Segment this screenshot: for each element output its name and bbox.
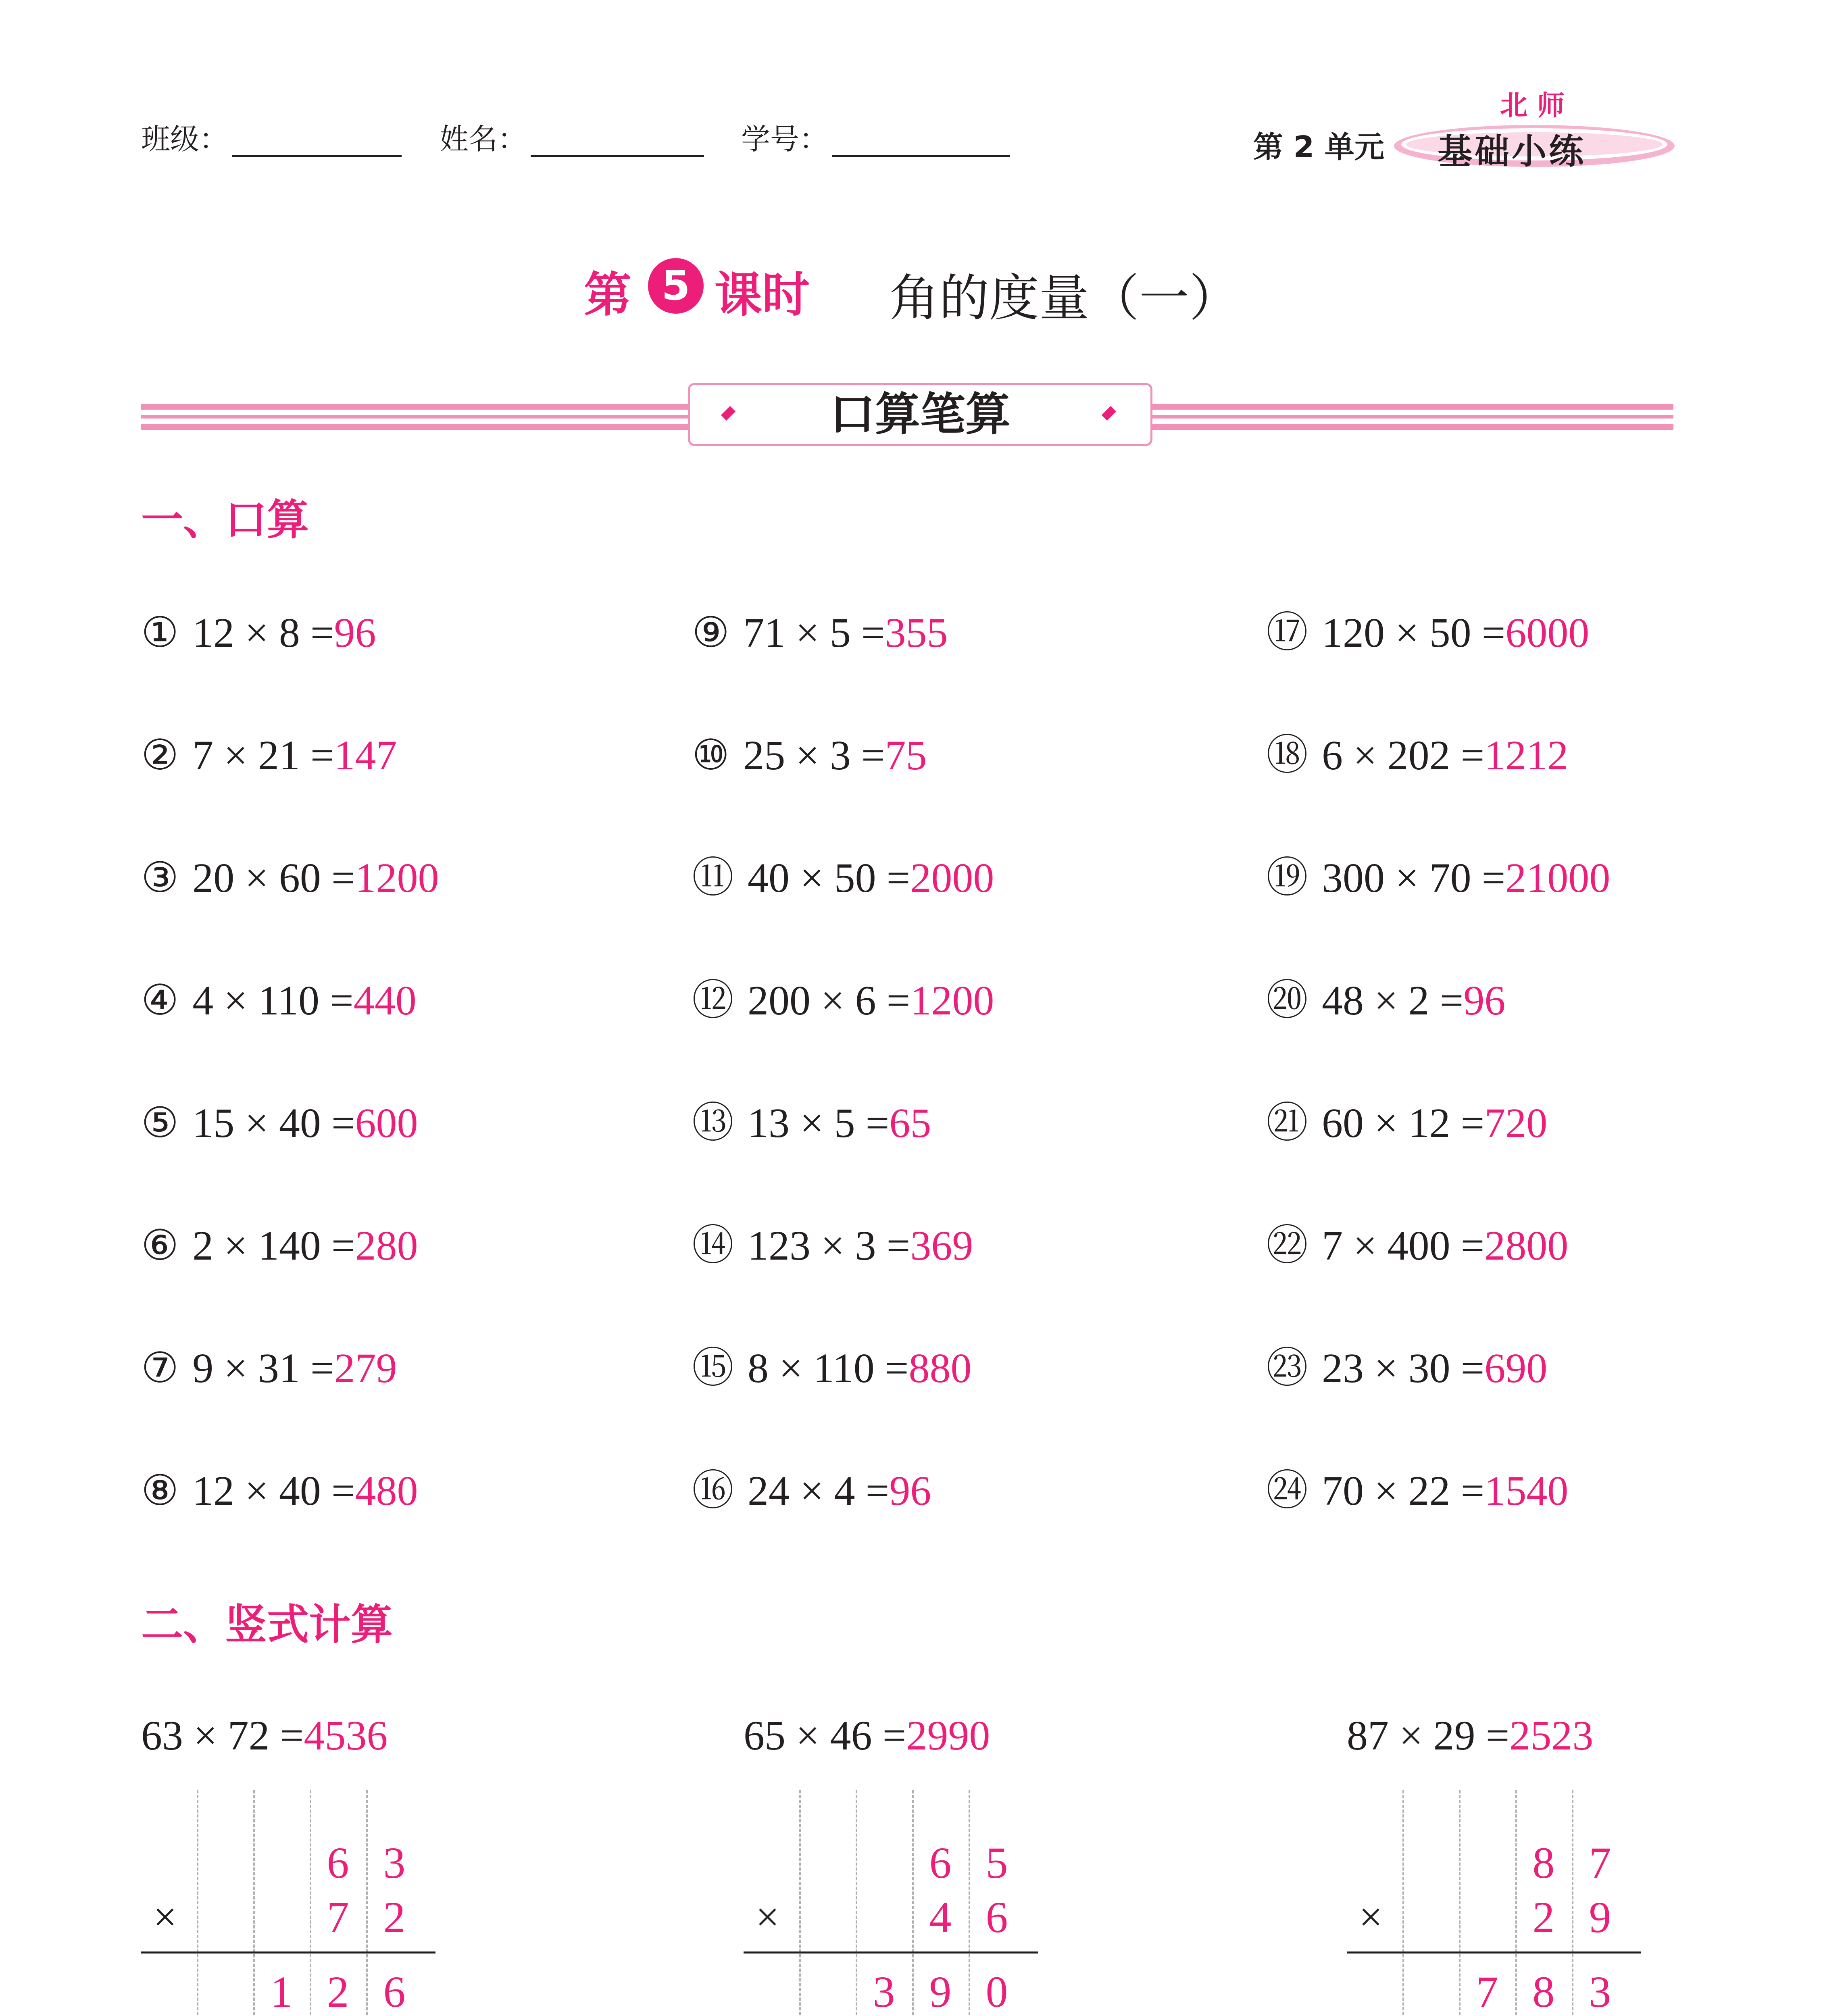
banner-label: 口算笔算 [830, 388, 1011, 441]
problem-answer: 880 [908, 1345, 972, 1391]
oral-problem [692, 729, 927, 782]
problem-answer: 355 [885, 610, 948, 656]
vertical-problem-expression [1347, 1712, 1593, 1760]
problem-answer: 6000 [1505, 610, 1590, 656]
problem-number: ⑬ [692, 1100, 734, 1146]
multiplier-digit: 2 [383, 1893, 406, 1942]
multiplicand-digit: 3 [383, 1838, 406, 1887]
problem-number: ⑥ [141, 1223, 179, 1269]
problem-number: ⑨ [692, 610, 730, 656]
problem-number: ㉓ [1266, 1345, 1308, 1391]
problem-number: ④ [141, 977, 179, 1024]
oral-problem [141, 1220, 418, 1272]
vertical-calculation-grid [1347, 1790, 1641, 2016]
oral-problem [141, 729, 397, 782]
partial-product-digit: 8 [1532, 1967, 1555, 2016]
problem-number: ⑤ [141, 1100, 179, 1146]
problem-answer: 75 [885, 732, 927, 779]
problem-expression: 40 × 50 = [748, 855, 910, 901]
oral-problem [1266, 729, 1568, 782]
id-blank[interactable] [832, 127, 1010, 157]
column-guide [197, 1790, 198, 2016]
partial-product-digit: 3 [1589, 1967, 1611, 2016]
problem-answer: 369 [910, 1223, 973, 1269]
class-label: 班级： [141, 122, 229, 156]
multiplier-digit: 2 [1532, 1893, 1555, 1942]
problem-expression: 12 × 8 = [192, 610, 334, 656]
problem-number: ㉔ [1266, 1468, 1308, 1514]
vertical-calculation-grid [141, 1790, 435, 2016]
problem-answer: 600 [355, 1100, 418, 1146]
problem-answer: 96 [1463, 977, 1506, 1024]
oral-problem [692, 1097, 931, 1150]
problem-number: ⑯ [692, 1468, 734, 1514]
problem-answer: 1200 [910, 977, 994, 1024]
name-label: 姓名： [440, 122, 527, 156]
expression-text: 65 × 46 = [744, 1712, 906, 1759]
lesson-number-badge: 5 [648, 258, 704, 314]
problem-number: ⑮ [692, 1345, 734, 1391]
oral-problem [1266, 1097, 1547, 1150]
expression-answer: 4536 [304, 1712, 388, 1759]
problem-expression: 70 × 22 = [1322, 1468, 1485, 1514]
problem-expression: 12 × 40 = [192, 1468, 355, 1514]
times-sign: × [756, 1894, 779, 1940]
problem-number: ㉒ [1266, 1223, 1308, 1269]
oral-problem [692, 1465, 931, 1517]
problem-expression: 8 × 110 = [748, 1345, 909, 1391]
name-field [440, 121, 704, 157]
problem-number: ⑪ [692, 855, 734, 901]
id-label: 学号： [741, 122, 829, 156]
lesson-suffix: 课时 [715, 267, 810, 323]
partial-product-digit: 2 [327, 1967, 349, 2016]
oral-problem [141, 1097, 418, 1150]
unit-label: 第 2 单元 [1253, 130, 1385, 165]
multiplicand-digit: 5 [986, 1838, 1008, 1887]
problem-expression: 23 × 30 = [1322, 1345, 1485, 1391]
vertical-calculation-grid [744, 1790, 1038, 2016]
problem-expression: 60 × 12 = [1322, 1100, 1485, 1146]
problem-expression: 123 × 3 = [748, 1223, 910, 1269]
problem-expression: 200 × 6 = [748, 977, 910, 1024]
oral-problem [1266, 607, 1589, 659]
problem-expression: 120 × 50 = [1322, 610, 1506, 656]
problem-expression: 20 × 60 = [192, 855, 355, 901]
problem-number: ⑲ [1266, 855, 1308, 901]
problem-number: ③ [141, 855, 179, 901]
section-heading-vertical: 二、竖式计算 [141, 1600, 393, 1649]
oral-problem [141, 1342, 397, 1395]
multiplicand-digit: 6 [327, 1838, 349, 1887]
partial-product-digit: 7 [1476, 1967, 1498, 2016]
problem-number: ① [141, 610, 179, 656]
partial-product-digit: 6 [383, 1967, 406, 2016]
oral-problem [1266, 852, 1610, 904]
problem-number: ⑩ [692, 732, 730, 779]
multiplier-digit: 9 [1589, 1893, 1611, 1942]
multiplier-digit: 4 [929, 1893, 952, 1942]
partial-product-digit: 1 [270, 1967, 293, 2016]
problem-number: ⑫ [692, 977, 734, 1024]
problem-expression: 71 × 5 = [743, 610, 885, 656]
expression-answer: 2523 [1509, 1712, 1594, 1759]
problem-answer: 147 [334, 732, 397, 779]
problem-answer: 480 [355, 1468, 418, 1514]
oral-problem [1266, 975, 1505, 1027]
oral-problem [692, 975, 994, 1027]
problem-answer: 720 [1484, 1100, 1548, 1146]
problem-expression: 7 × 400 = [1322, 1223, 1485, 1269]
problem-number: ⑦ [141, 1345, 179, 1391]
problem-answer: 1212 [1484, 732, 1569, 779]
oral-problem [1266, 1342, 1547, 1395]
problem-answer: 2800 [1484, 1223, 1569, 1269]
problem-expression: 25 × 3 = [743, 732, 885, 779]
multiplicand-digit: 7 [1589, 1838, 1611, 1887]
expression-answer: 2990 [906, 1712, 990, 1759]
brand-name: 基础小练 [1438, 131, 1586, 172]
vertical-problem-expression [744, 1712, 990, 1760]
problem-number: ② [141, 732, 179, 779]
column-guide [1402, 1790, 1404, 2016]
problem-expression: 4 × 110 = [192, 977, 354, 1024]
problem-expression: 48 × 2 = [1322, 977, 1464, 1024]
problem-expression: 9 × 31 = [192, 1345, 334, 1391]
product-rule [141, 1951, 435, 1954]
problem-answer: 2000 [910, 855, 994, 901]
times-sign: × [1359, 1894, 1383, 1940]
multiplier-digit: 7 [327, 1893, 349, 1942]
problem-expression: 6 × 202 = [1322, 732, 1485, 779]
partial-product-digit: 0 [986, 1967, 1008, 2016]
vertical-problem-expression [141, 1712, 388, 1760]
problem-number: ⑭ [692, 1223, 734, 1269]
oral-problem [692, 1342, 971, 1395]
expression-text: 87 × 29 = [1347, 1712, 1510, 1759]
multiplicand-digit: 6 [929, 1838, 952, 1887]
partial-product-digit: 3 [873, 1967, 895, 2016]
product-rule [744, 1951, 1038, 1954]
oral-problem [692, 1220, 973, 1272]
brand-top: 北师 [1500, 90, 1575, 122]
problem-expression: 300 × 70 = [1322, 855, 1506, 901]
class-blank[interactable] [232, 127, 402, 157]
partial-product-digit: 9 [929, 1967, 952, 2016]
problem-number: ⑳ [1266, 977, 1308, 1024]
problem-number: ⑱ [1266, 732, 1308, 779]
problem-answer: 440 [353, 977, 417, 1024]
name-blank[interactable] [531, 127, 704, 157]
problem-expression: 2 × 140 = [192, 1223, 355, 1269]
oral-problem [141, 975, 417, 1027]
problem-expression: 24 × 4 = [748, 1468, 890, 1514]
oral-problem [1266, 1465, 1568, 1517]
problem-answer: 65 [889, 1100, 931, 1146]
product-rule [1347, 1951, 1641, 1954]
oral-problem [141, 852, 439, 904]
times-sign: × [153, 1894, 177, 1940]
oral-problem [141, 607, 376, 659]
lesson-topic: 角的度量（一） [889, 269, 1240, 327]
column-guide [799, 1790, 801, 2016]
class-field [141, 121, 402, 157]
multiplier-digit: 6 [986, 1893, 1008, 1942]
problem-answer: 279 [334, 1345, 397, 1391]
problem-answer: 96 [334, 610, 376, 656]
problem-answer: 1200 [355, 855, 439, 901]
problem-number: ⑧ [141, 1468, 179, 1514]
oral-problem [141, 1465, 418, 1517]
section-heading-oral: 一、口算 [141, 495, 309, 544]
problem-answer: 280 [355, 1223, 418, 1269]
problem-number: ㉑ [1266, 1100, 1308, 1146]
oral-problem [1266, 1220, 1568, 1272]
id-field [741, 121, 1010, 157]
problem-answer: 690 [1484, 1345, 1548, 1391]
lesson-prefix: 第 [584, 267, 632, 323]
multiplicand-digit: 8 [1532, 1838, 1555, 1887]
problem-answer: 1540 [1484, 1468, 1569, 1514]
expression-text: 63 × 72 = [141, 1712, 304, 1759]
problem-expression: 13 × 5 = [748, 1100, 890, 1146]
problem-expression: 7 × 21 = [192, 732, 334, 779]
oral-problem [692, 852, 994, 904]
problem-answer: 21000 [1505, 855, 1611, 901]
problem-number: ⑰ [1266, 610, 1308, 656]
problem-expression: 15 × 40 = [192, 1100, 355, 1146]
problem-answer: 96 [889, 1468, 931, 1514]
oral-problem [692, 607, 948, 659]
